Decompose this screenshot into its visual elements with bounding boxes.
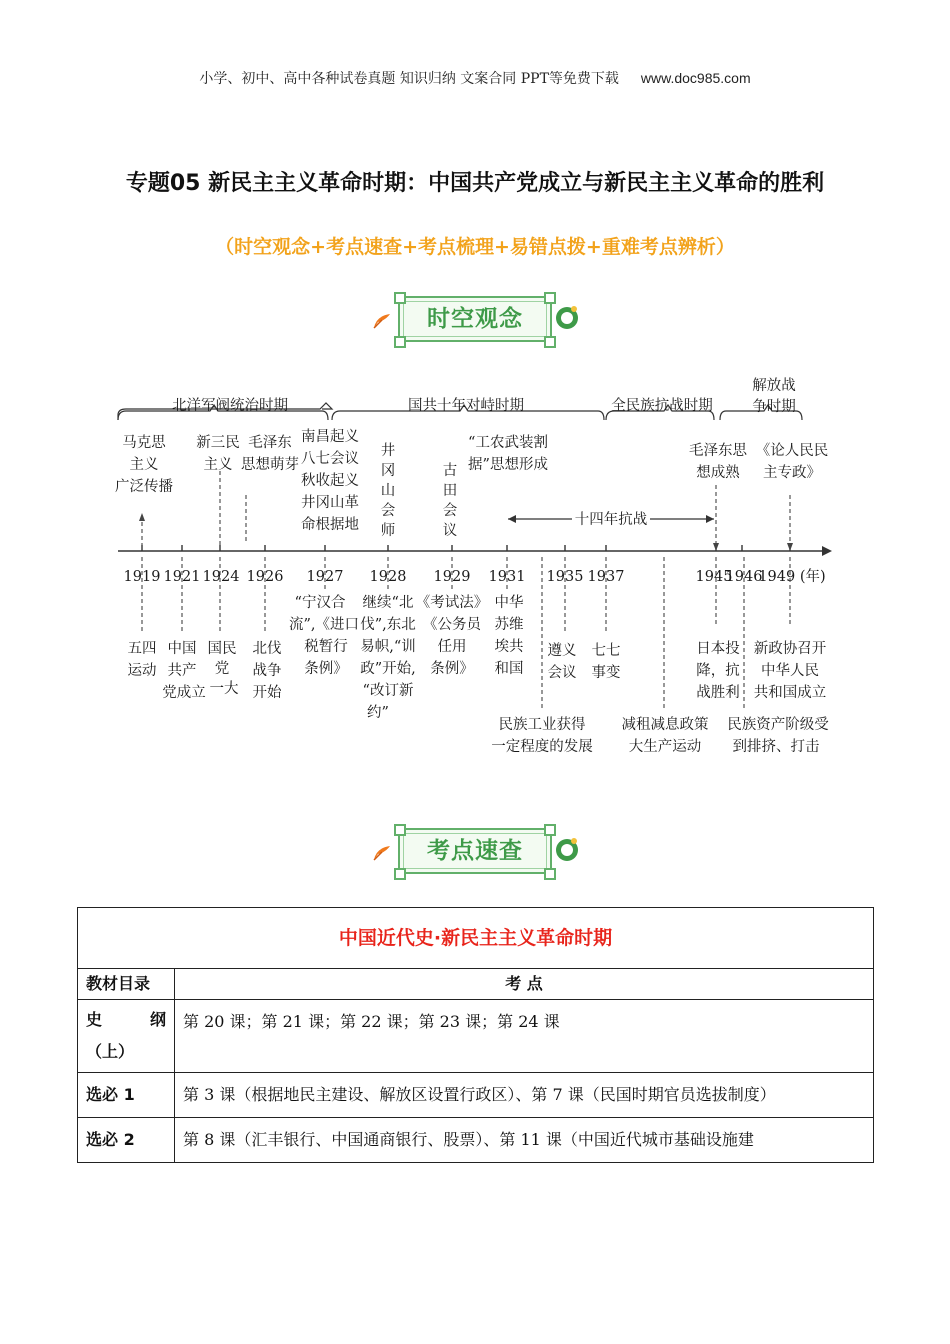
event-lunrenmin: [756, 442, 829, 481]
svg-text:主专政》: 主专政》: [763, 465, 821, 481]
svg-text:新三民: 新三民: [196, 435, 240, 451]
year-label: 1921: [163, 569, 201, 585]
svg-text:税暂行: 税暂行: [304, 639, 348, 655]
period-jiefang-line2: 争时期: [752, 399, 796, 415]
svg-text:约”: 约”: [367, 705, 389, 721]
war-span-label: 十四年抗战: [574, 512, 648, 528]
svg-text:开始: 开始: [252, 685, 282, 701]
event-gongchan: [162, 640, 206, 701]
axis-arrow: [822, 546, 832, 556]
kaodian-table: [77, 907, 874, 1163]
svg-text:《公务员: 《公务员: [423, 617, 481, 633]
svg-text:中华人民: 中华人民: [761, 663, 819, 679]
event-nanchang: [301, 428, 359, 533]
period-kangzhan: 全民族抗战时期: [611, 398, 713, 414]
event-minzu: [491, 715, 593, 755]
svg-text:中华: 中华: [494, 595, 524, 611]
event-kaoshi: [416, 594, 489, 677]
svg-text:马克思: 马克思: [122, 435, 166, 451]
svg-text:条例》: 条例》: [430, 661, 474, 677]
svg-text:国民: 国民: [207, 641, 237, 657]
svg-text:运动: 运动: [127, 663, 157, 679]
year-label: 1935: [546, 569, 584, 585]
svg-text:会: 会: [380, 503, 396, 519]
event-zunyi: [548, 642, 577, 681]
svg-text:党成立: 党成立: [162, 685, 206, 701]
row-label: 选必 2: [78, 1118, 175, 1163]
event-mao-mature: [689, 442, 747, 481]
svg-text:战胜利: 战胜利: [696, 685, 740, 701]
year-label: 1929: [433, 569, 471, 585]
period-beiyang: 北洋军阀统治时期: [172, 398, 288, 414]
year-label: 1949 (年): [758, 569, 826, 585]
svg-text:一大: 一大: [209, 681, 239, 697]
event-zichan: [727, 716, 829, 755]
svg-text:北伐: 北伐: [252, 641, 282, 657]
year-label: 1946: [725, 569, 763, 585]
event-marx: [115, 433, 173, 495]
circle-icon: [554, 836, 580, 862]
svg-text:条例》: 条例》: [304, 661, 348, 677]
header-text: 小学、初中、高中各种试卷真题 知识归纳 文案合同 PPT等免费下载: [199, 71, 619, 87]
svg-text:据”思想形成: 据”思想形成: [468, 457, 548, 473]
svg-text:井冈山革: 井冈山革: [301, 495, 359, 511]
year-label: 1919: [123, 569, 161, 585]
svg-text:五四: 五四: [127, 641, 157, 657]
svg-text:共产: 共产: [167, 663, 197, 679]
svg-text:主义: 主义: [129, 457, 159, 473]
row-label: 史 纲 （上）: [78, 1000, 175, 1073]
svg-text:毛泽东: 毛泽东: [248, 435, 292, 451]
svg-text:七七: 七七: [591, 643, 621, 659]
svg-text:到排挤、打击: 到排挤、打击: [732, 739, 820, 755]
svg-text:中国: 中国: [167, 641, 197, 657]
svg-text:田: 田: [442, 483, 458, 499]
leaf-icon: [372, 840, 394, 862]
event-guomin: [208, 640, 239, 697]
svg-text:易帜,“训: 易帜,“训: [360, 639, 416, 655]
event-jicheng: [360, 594, 416, 721]
event-mao-germ: [241, 434, 299, 473]
event-qiqi: [592, 642, 621, 681]
event-jinggang: [381, 442, 396, 539]
page-title: 专题05 新民主主义革命时期：中国共产党成立与新民主主义革命的胜利: [125, 171, 825, 196]
svg-text:冈: 冈: [380, 463, 396, 479]
svg-text:主义: 主义: [203, 457, 233, 473]
svg-text:党: 党: [214, 661, 230, 677]
svg-text:遵义: 遵义: [547, 643, 577, 659]
svg-text:井: 井: [380, 443, 396, 459]
event-ninghan: [289, 594, 359, 677]
svg-text:新政协召开: 新政协召开: [753, 641, 827, 657]
event-gongnong: [468, 434, 548, 473]
svg-text:大生产运动: 大生产运动: [628, 739, 702, 755]
timeline-diagram: [110, 365, 840, 760]
year-label: 1926: [246, 569, 284, 585]
svg-text:政”开始,: 政”开始,: [360, 661, 416, 677]
event-gutian: [443, 462, 458, 539]
svg-text:议: 议: [442, 523, 458, 539]
row-content: 第 8 课（汇丰银行、中国通商银行、股票）、第 11 课（中国近代城市基础设施建: [175, 1118, 874, 1163]
svg-text:流”,《进口: 流”,《进口: [288, 617, 360, 633]
year-label: 1924: [202, 569, 240, 585]
svg-text:《考试法》: 《考试法》: [415, 595, 489, 611]
table-row: [78, 1000, 874, 1073]
svg-text:师: 师: [380, 523, 396, 539]
svg-text:和国: 和国: [494, 661, 524, 677]
svg-text:民族资产阶级受: 民族资产阶级受: [727, 717, 829, 733]
event-wusi: [128, 640, 157, 679]
row-label: 选必 1: [78, 1073, 175, 1118]
row-content: 第 20 课；第 21 课；第 22 课；第 23 课；第 24 课: [175, 1000, 874, 1073]
svg-text:减租减息政策: 减租减息政策: [621, 717, 709, 733]
banner-label: 时空观念: [427, 306, 523, 332]
year-label: 1945: [695, 569, 733, 585]
page-subtitle: （时空观念+考点速查+考点梳理+易错点拨+重难考点辨析）: [215, 236, 735, 258]
table-row: [78, 1118, 874, 1163]
table-caption: 中国近代史·新民主主义革命时期: [78, 908, 874, 969]
banner-kaodian: [372, 822, 582, 882]
year-labels: [124, 567, 826, 585]
year-ticks: [142, 545, 790, 551]
svg-text:《论人民民: 《论人民民: [755, 443, 829, 459]
svg-text:继续“北: 继续“北: [362, 595, 414, 611]
svg-text:事变: 事变: [591, 665, 621, 681]
svg-text:山: 山: [380, 483, 396, 499]
svg-text:“工农武装割: “工农武装割: [468, 435, 548, 451]
event-riben: [696, 639, 740, 701]
event-jianzu: [622, 716, 709, 755]
period-jiefang-line1: 解放战: [752, 378, 796, 394]
header-site-link[interactable]: www.doc985.com: [640, 70, 751, 86]
page-header: [0, 68, 950, 88]
year-label: 1928: [369, 569, 407, 585]
svg-text:一定程度的发展: 一定程度的发展: [491, 739, 593, 755]
svg-text:思想萌芽: 思想萌芽: [241, 457, 299, 473]
svg-text:战争: 战争: [252, 663, 282, 679]
banner-shikong: [372, 290, 582, 350]
svg-text:埃共: 埃共: [494, 639, 524, 655]
svg-text:秋收起义: 秋收起义: [301, 473, 359, 489]
svg-text:古: 古: [442, 463, 458, 479]
svg-text:伐”,东北: 伐”,东北: [360, 617, 416, 633]
svg-text:想成熟: 想成熟: [696, 465, 740, 481]
svg-text:“改订新: “改订新: [362, 683, 414, 699]
event-sanmin: [196, 434, 240, 473]
column-header-points: 考 点: [175, 969, 874, 1000]
banner-label: 考点速查: [427, 838, 523, 864]
svg-text:民族工业获得: 民族工业获得: [498, 717, 586, 733]
row-content: 第 3 课（根据地民主建设、解放区设置行政区）、第 7 课（民国时期官员选拔制度）: [175, 1073, 874, 1118]
svg-text:会议: 会议: [547, 665, 577, 681]
table-row: [78, 1073, 874, 1118]
column-header-textbook: 教材目录: [78, 969, 175, 1000]
svg-text:南昌起义: 南昌起义: [301, 429, 359, 445]
year-label: 1937: [587, 569, 625, 585]
svg-text:日本投: 日本投: [696, 641, 740, 657]
svg-text:降，抗: 降，抗: [696, 663, 740, 679]
circle-icon: [554, 304, 580, 330]
year-label: 1931: [488, 569, 526, 585]
year-label: 1927: [306, 569, 344, 585]
svg-text:八七会议: 八七会议: [301, 451, 359, 467]
svg-text:命根据地: 命根据地: [301, 517, 359, 533]
svg-text:“宁汉合: “宁汉合: [294, 595, 346, 611]
svg-text:任用: 任用: [437, 639, 467, 655]
svg-text:会: 会: [442, 503, 458, 519]
svg-text:毛泽东思: 毛泽东思: [689, 443, 747, 459]
svg-text:共和国成立: 共和国成立: [753, 685, 827, 701]
event-xinzheng: [754, 640, 827, 701]
event-suweiai: [495, 594, 524, 677]
svg-text:广泛传播: 广泛传播: [115, 479, 173, 495]
period-guogong: 国共十年对峙时期: [408, 398, 524, 414]
event-beifa: [253, 640, 282, 701]
svg-text:苏维: 苏维: [494, 617, 524, 633]
leaf-icon: [372, 308, 394, 330]
